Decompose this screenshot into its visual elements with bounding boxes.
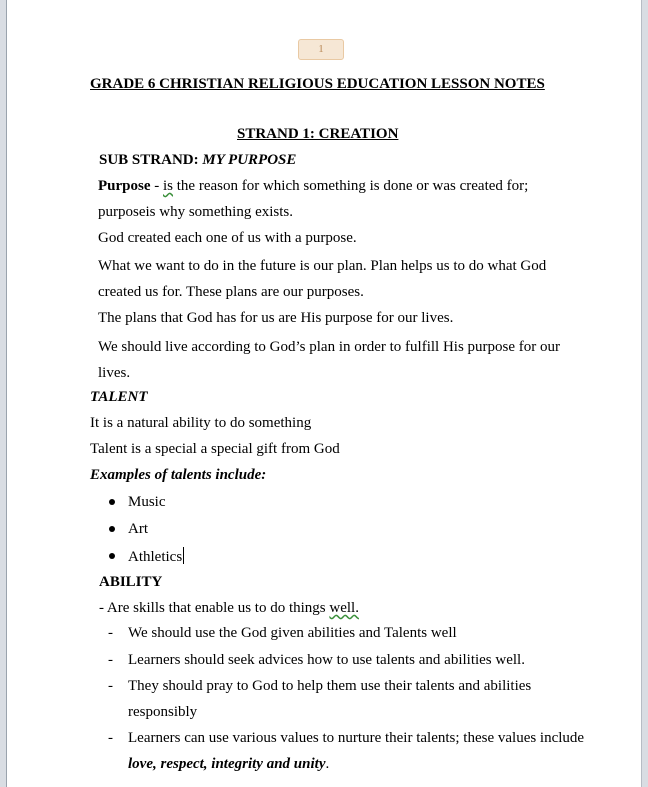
ability-definition — [99, 599, 359, 617]
talent-heading: TALENT — [90, 389, 148, 405]
talent-gift-text: Talent is a special a special gift from God — [90, 441, 340, 457]
purpose-definition-cont: purposeis why something exists. — [98, 204, 293, 220]
strand-heading: STRAND 1: CREATION — [237, 126, 399, 142]
ability-definition-flagged: well. — [329, 600, 359, 616]
talent-item-music: Music — [128, 494, 166, 510]
page-gutter-right — [641, 0, 648, 787]
dash-bullet: - — [108, 652, 113, 668]
text-cursor — [183, 547, 184, 564]
purpose-term: Purpose — [98, 178, 151, 194]
document-title: GRADE 6 CHRISTIAN RELIGIOUS EDUCATION LESSON NOTES — [90, 76, 545, 92]
talent-item-athletics[interactable] — [128, 547, 184, 566]
dash-bullet: - — [108, 730, 113, 746]
page-number-badge: 1 — [298, 39, 344, 60]
purpose-dash: - — [150, 178, 163, 194]
paragraph-2-line1: What we want to do in the future is our plan. Plan helps us to do what God — [98, 258, 547, 274]
purpose-definition — [98, 177, 528, 195]
paragraph-3: The plans that God has for us are His purpose for our lives. — [98, 310, 454, 326]
ability-point-1: We should use the God given abilities and Talents well — [128, 625, 457, 641]
examples-heading: Examples of talents include: — [90, 467, 267, 483]
ability-heading: ABILITY — [99, 574, 163, 590]
values-list: love, respect, integrity and unity — [128, 756, 326, 772]
sub-strand-label: SUB STRAND: — [99, 152, 203, 168]
talent-definition: It is a natural ability to do something — [90, 415, 312, 431]
ability-point-2: Learners should seek advices how to use talents and abilities well. — [128, 652, 525, 668]
sub-strand-name: MY PURPOSE — [202, 152, 297, 168]
values-period: . — [325, 756, 330, 772]
dash-bullet: - — [108, 678, 113, 694]
paragraph-4-line2: lives. — [98, 365, 131, 381]
bullet-icon — [109, 499, 115, 505]
bullet-icon — [109, 553, 115, 559]
ability-point-3-line2: responsibly — [128, 704, 198, 720]
talent-item-art: Art — [128, 521, 148, 537]
paragraph-1: God created each one of us with a purpose. — [98, 230, 357, 246]
ability-definition-text: - Are skills that enable us to do things — [99, 600, 330, 616]
purpose-is: is — [163, 178, 174, 194]
paragraph-4-line1: We should live according to God’s plan in order to fulfill His purpose for our — [98, 339, 561, 355]
sub-strand-heading — [99, 151, 296, 169]
talent-item-athletics-text: Athletics — [128, 549, 183, 565]
ability-point-4-line2 — [128, 755, 329, 773]
dash-bullet: - — [108, 625, 113, 641]
bullet-icon — [109, 526, 115, 532]
page-border — [6, 0, 7, 787]
ability-point-4-line1: Learners can use various values to nurture their talents; these values include — [128, 730, 585, 746]
purpose-definition-text: the reason for which something is done or was created for; — [173, 178, 529, 194]
ability-point-3-line1: They should pray to God to help them use their talents and abilities — [128, 678, 532, 694]
paragraph-2-line2: created us for. These plans are our purposes. — [98, 284, 364, 300]
